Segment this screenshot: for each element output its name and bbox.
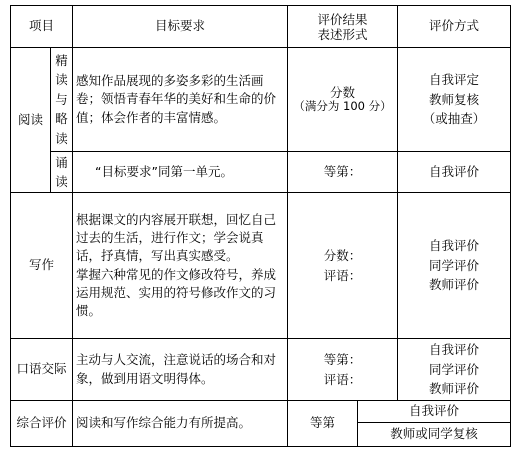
reading-intensive-result	[288, 48, 398, 152]
method-item: 教师评价	[429, 277, 480, 293]
oral-row	[11, 339, 511, 401]
writing-result-line2: 评语：	[323, 267, 362, 283]
reading-intensive-methods	[398, 48, 511, 152]
oral-result	[288, 339, 398, 401]
reading-recite-sublabel	[51, 152, 73, 193]
sublabel-char: 诵	[55, 154, 68, 170]
reading-intensive-row	[11, 48, 511, 152]
reading-label: 阅读	[11, 48, 51, 193]
method-item: 教师复核	[429, 91, 480, 107]
method-item: 同学评价	[429, 361, 480, 377]
sublabel-char: 略	[55, 111, 68, 127]
header-project: 项目	[11, 6, 73, 48]
reading-intensive-goal: 感知作品展现的多姿多彩的生活画卷；领悟青春年华的美好和生命的价值；体会作者的丰富情感。	[73, 48, 288, 152]
writing-row	[11, 193, 511, 339]
header-row	[11, 6, 511, 48]
writing-goal	[73, 193, 288, 339]
oral-label: 口语交际	[11, 339, 73, 401]
header-result-line2: 表述形式	[317, 26, 368, 42]
oral-result-line2: 评语：	[323, 371, 362, 387]
writing-result-line1: 分数：	[323, 248, 362, 264]
method-item: 同学评价	[429, 257, 480, 273]
header-goal: 目标要求	[73, 6, 288, 48]
sublabel-char: 读	[55, 130, 68, 146]
reading-intensive-sublabel	[51, 48, 73, 152]
reading-intensive-result-line2: （满分为 100 分）	[293, 99, 392, 114]
writing-label: 写作	[11, 193, 73, 339]
method-item: 自我评价	[429, 342, 480, 358]
reading-recite-row	[11, 152, 511, 193]
overall-label: 综合评价	[11, 401, 73, 447]
method-item: （或抽查）	[422, 111, 486, 127]
oral-result-line1: 等第：	[323, 352, 362, 368]
overall-row-top	[11, 401, 511, 423]
overall-result: 等第	[288, 401, 358, 447]
overall-method-top: 自我评价	[358, 401, 511, 423]
method-item: 自我评定	[429, 72, 480, 88]
reading-recite-goal: “目标要求”同第一单元。	[73, 152, 288, 193]
header-result-line1: 评价结果	[317, 11, 368, 27]
sublabel-char: 与	[55, 91, 68, 107]
header-method: 评价方式	[398, 6, 511, 48]
evaluation-table	[10, 5, 511, 447]
header-result	[288, 6, 398, 48]
method-item: 自我评价	[429, 238, 480, 254]
reading-intensive-result-line1: 分数	[330, 85, 356, 101]
overall-goal: 阅读和写作综合能力有所提高。	[73, 401, 288, 447]
writing-goal-paragraph-1: 根据课文的内容展开联想，回忆自己过去的生活，进行作文；学会说真话，抒真情，写出真实感受。	[76, 212, 277, 264]
sublabel-char: 读	[55, 174, 68, 189]
overall-method-bottom: 教师或同学复核	[358, 423, 511, 447]
writing-goal-paragraph-2: 掌握六种常见的作文修改符号，养成运用规范、实用的符号修改作文的习惯。	[76, 266, 277, 318]
method-item: 教师评价	[429, 381, 480, 397]
sublabel-char: 精	[55, 53, 68, 69]
writing-methods	[398, 193, 511, 339]
sublabel-char: 读	[55, 72, 68, 88]
reading-recite-result: 等第：	[288, 152, 398, 193]
writing-result	[288, 193, 398, 339]
oral-methods	[398, 339, 511, 401]
reading-recite-method: 自我评价	[398, 152, 511, 193]
oral-goal: 主动与人交流，注意说话的场合和对象，做到用语文明得体。	[73, 339, 288, 401]
